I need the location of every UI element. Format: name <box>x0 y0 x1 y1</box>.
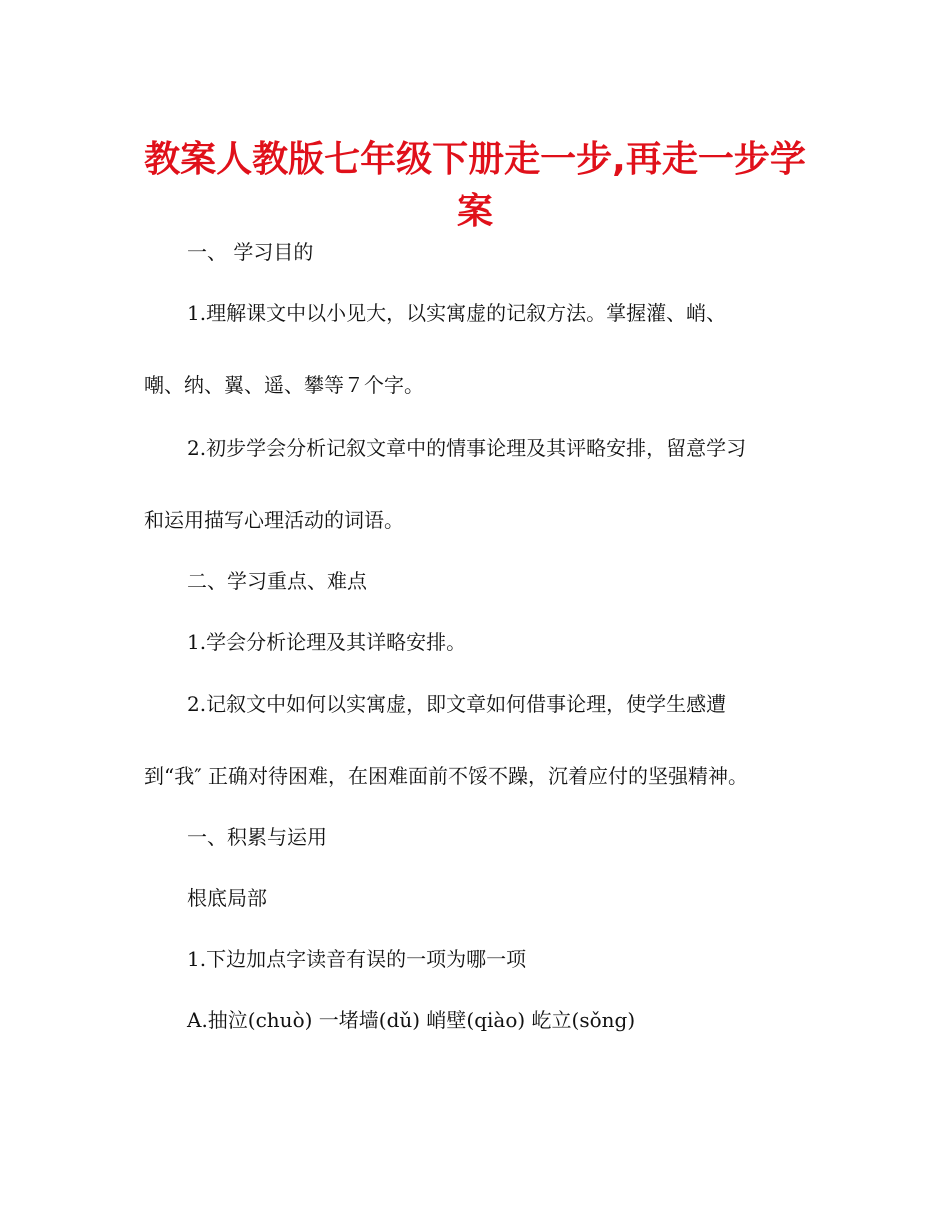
paragraph-line: 到“我″ 正确对待困难，在困难面前不馁不躁，沉着应付的坚强精神。 <box>144 764 749 788</box>
paragraph-line: 和运用描写心理活动的词语。 <box>144 508 404 532</box>
answer-option-a: A.抽泣(chuò) 一堵墙(dǔ) 峭壁(qiào) 屹立(sǒng) <box>187 1008 636 1032</box>
subsection-heading-basics: 根底局部 <box>187 886 267 910</box>
paragraph-line: 1.理解课文中以小见大，以实寓虚的记叙方法。掌握灌、峭、 <box>187 301 727 325</box>
paragraph-line: 2.初步学会分析记叙文章中的情事论理及其评略安排，留意学习 <box>187 436 747 460</box>
document-title-line-1: 教案人教版七年级下册走一步,再走一步学 <box>144 139 806 180</box>
document-title-line-2: 案 <box>456 191 493 232</box>
section-heading-learning-goals: 一、 学习目的 <box>187 240 314 264</box>
section-heading-key-points: 二、学习重点、难点 <box>187 569 367 593</box>
question-line: 1.下边加点字读音有误的一项为哪一项 <box>187 947 527 971</box>
paragraph-line: 1.学会分析论理及其详略安排。 <box>187 630 467 654</box>
paragraph-line: 嘲、纳、翼、遥、攀等７个字。 <box>144 373 424 397</box>
paragraph-line: 2.记叙文中如何以实寓虚，即文章如何借事论理，使学生感遭 <box>187 692 727 716</box>
section-heading-accumulation: 一、积累与运用 <box>187 825 327 849</box>
